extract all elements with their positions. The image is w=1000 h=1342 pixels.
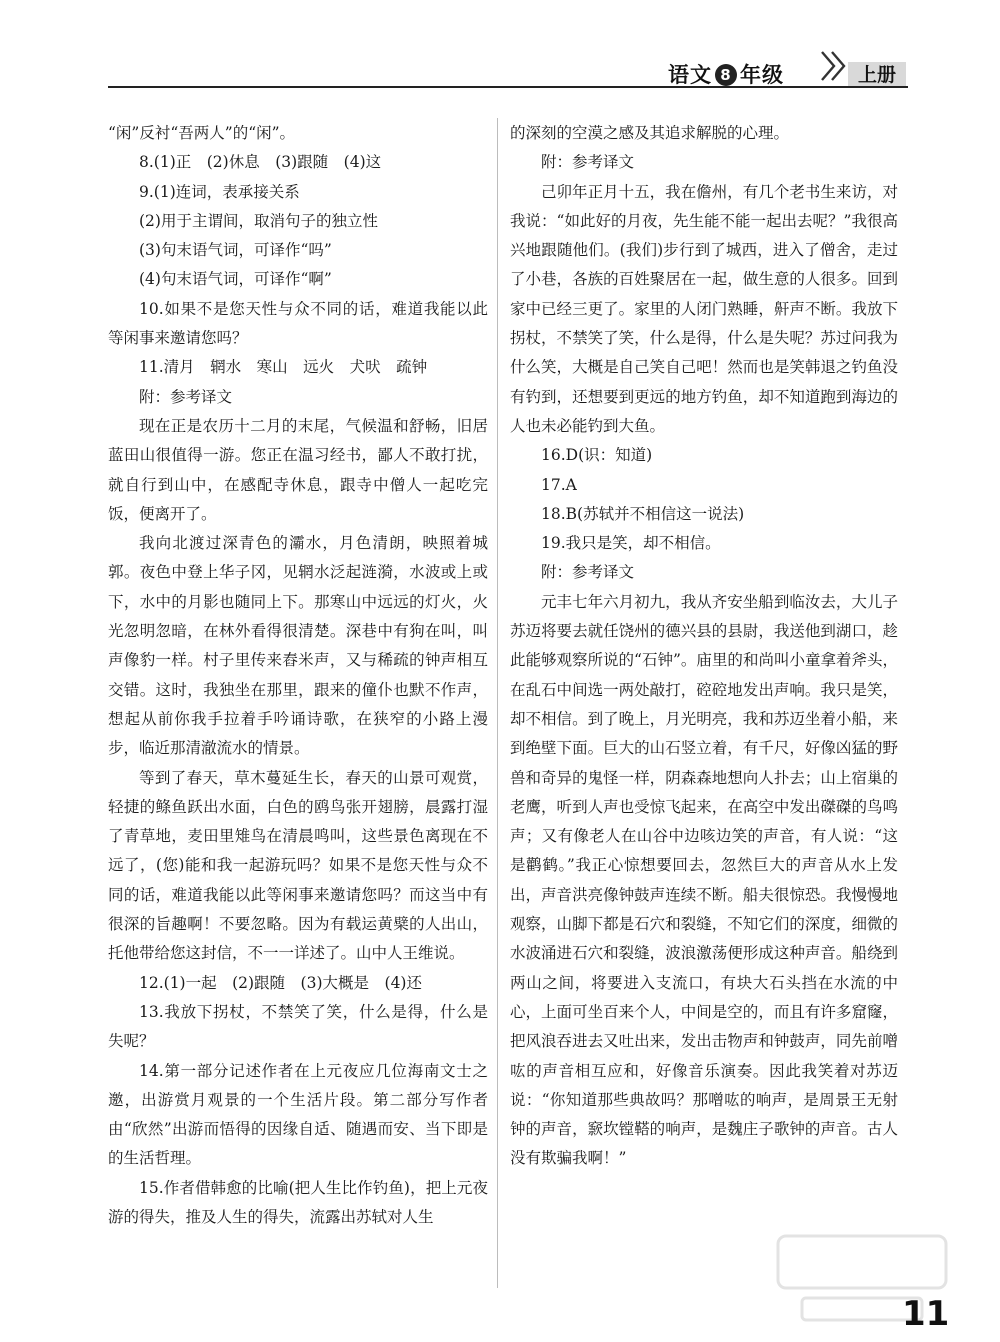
paragraph: 15.作者借韩愈的比喻(把人生比作钓鱼)，把上元夜游的得失，推及人生的得失，流露出苏轼对人生 [108,1178,488,1226]
paragraph: 19.我只是笑，却不相信。 [541,534,721,553]
paragraph: 9.(1)连词，表承接关系 [139,182,300,201]
page-header [0,0,1000,100]
paragraph: 17.A [541,475,577,494]
paragraph: 18.B(苏轼并不相信这一说法) [541,504,745,523]
page-number: 11 [902,1294,950,1334]
paragraph: 11.清月 辋水 寒山 远火 犬吠 疏钟 [139,358,428,377]
subject-text: 语文 [668,63,712,87]
grade-suffix: 年级 [740,63,784,87]
left-column [108,119,488,1232]
paragraph: (2)用于主谓间，取消句子的独立性 [139,211,378,230]
paragraph: (4)句末语气词，可译作“啊” [139,270,332,289]
right-column [510,119,898,1174]
paragraph: 的深刻的空漠之感及其追求解脱的心理。 [510,124,790,142]
paragraph: 我向北渡过深青色的灞水，月色清朗，映照着城郭。夜色中登上华子冈，见辋水泛起涟漪，水波或上或下，水中的月影也随同上下。那寒山中远远的灯火，火光忽明忽暗，在林外看得很清楚。深巷中有狗在叫，叫声像豹一样。村子里传来舂米声，又与稀疏的钟声相互交错。这时，我独坐在那里，跟来的僮仆也默不作声，想起从前你我手拉着手吟诵诗歌，在狭窄的小路上漫步，临近那清澈流水的情景。 [108,534,488,758]
paragraph: 己卯年正月十五，我在儋州，有几个老书生来访，对我说：“如此好的月夜，先生能不能一起出去呢？”我很高兴地跟随他们。(我们)步行到了城西，进入了僧舍，走过了小巷，各族的百姓聚居在一起，做生意的人很多。回到家中已经三更了。家里的人闭门熟睡，鼾声不断。我放下拐杖，不禁笑了笑，什么是得，什么是失呢？苏过问我为什么笑，大概是自己笑自己吧！然而也是笑韩退之钓鱼没有钓到，还想要到更远的地方钓鱼，却不知道跑到海边的人也未必能钓到大鱼。 [510,182,898,435]
paragraph: 8.(1)正 (2)休息 (3)跟随 (4)这 [139,153,382,172]
paragraph: 10.如果不是您天性与众不同的话，难道我能以此等闲事来邀请您吗？ [108,299,488,348]
paragraph: 14.第一部分记述作者在上元夜应几位海南文士之邀，出游赏月观景的一个生活片段。第二部分写作者由“欣然”出游而悟得的因缘自适、随遇而安、当下即是的生活哲理。 [108,1061,488,1168]
grade-badge: 8 [715,64,737,86]
paragraph: 12.(1)一起 (2)跟随 (3)大概是 (4)还 [139,973,422,992]
paragraph: 现在正是农历十二月的末尾，气候温和舒畅，旧居蓝田山很值得一游。您正在温习经书，鄙人不敢打扰，就自行到山中，在感配寺休息，跟寺中僧人一起吃完饭，便离开了。 [108,416,488,523]
paragraph: 元丰七年六月初九，我从齐安坐船到临汝去，大儿子苏迈将要去就任饶州的德兴县的县尉，我送他到湖口，趁此能够观察所说的“石钟”。庙里的和尚叫小童拿着斧头，在乱石中间选一两处敲打，硿硿地发出声响。我只是笑，却不相信。到了晚上，月光明亮，我和苏迈坐着小船，来到绝壁下面。巨大的山石竖立着，有千尺，好像凶猛的野兽和奇异的鬼怪一样，阴森森地想向人扑去；山上宿巢的老鹰，听到人声也受惊飞起来，在高空中发出磔磔的鸟鸣声；又有像老人在山谷中边咳边笑的声音，有人说：“这是鹳鹤。”我正心惊想要回去，忽然巨大的声音从水上发出，声音洪亮像钟鼓声连续不断。船夫很惊恐。我慢慢地观察，山脚下都是石穴和裂缝，不知它们的深度，细微的水波涌进石穴和裂缝，波浪激荡便形成这种声音。船绕到两山之间，将要进入支流口，有块大石头挡在水流的中心，上面可坐百来个人，中间是空的，而且有许多窟窿，把风浪吞进去又吐出来，发出击物声和钟鼓声，同先前噌吰的声音相互应和，好像音乐演奏。因此我笑着对苏迈说：“你知道那些典故吗？那噌吰的响声，是周景王无射钟的声音，窾坎镗鞳的响声，是魏庄子歌钟的声音。古人没有欺骗我啊！” [510,592,898,1168]
paragraph: 等到了春天，草木蔓延生长，春天的山景可观赏，轻捷的鲦鱼跃出水面，白色的鸥鸟张开翅膀，晨露打湿了青草地，麦田里雉鸟在清晨鸣叫，这些景色离现在不远了，(您)能和我一起游玩吗？如果不是您天性与众不同的话，难道我能以此等闲事来邀请您吗？而这当中有很深的旨趣啊！不要忽略。因为有载运黄檗的人出山，托他带给您这封信，不一一详述了。山中人王维说。 [108,768,488,963]
paragraph: 附：参考译文 [541,563,635,582]
paragraph: 附：参考译文 [139,387,233,406]
volume-tab: 上册 [848,62,906,88]
paragraph: 13.我放下拐杖，不禁笑了笑，什么是得，什么是失呢？ [108,1002,488,1051]
paragraph: 16.D(识：知道) [541,446,653,465]
header-rule [108,86,908,88]
paragraph: “闲”反衬“吾两人”的“闲”。 [108,124,296,142]
paragraph: (3)句末语气词，可译作“吗” [139,241,332,260]
paragraph: 附：参考译文 [541,153,635,172]
column-divider [497,118,498,1288]
double-chevron-icon [818,46,852,86]
